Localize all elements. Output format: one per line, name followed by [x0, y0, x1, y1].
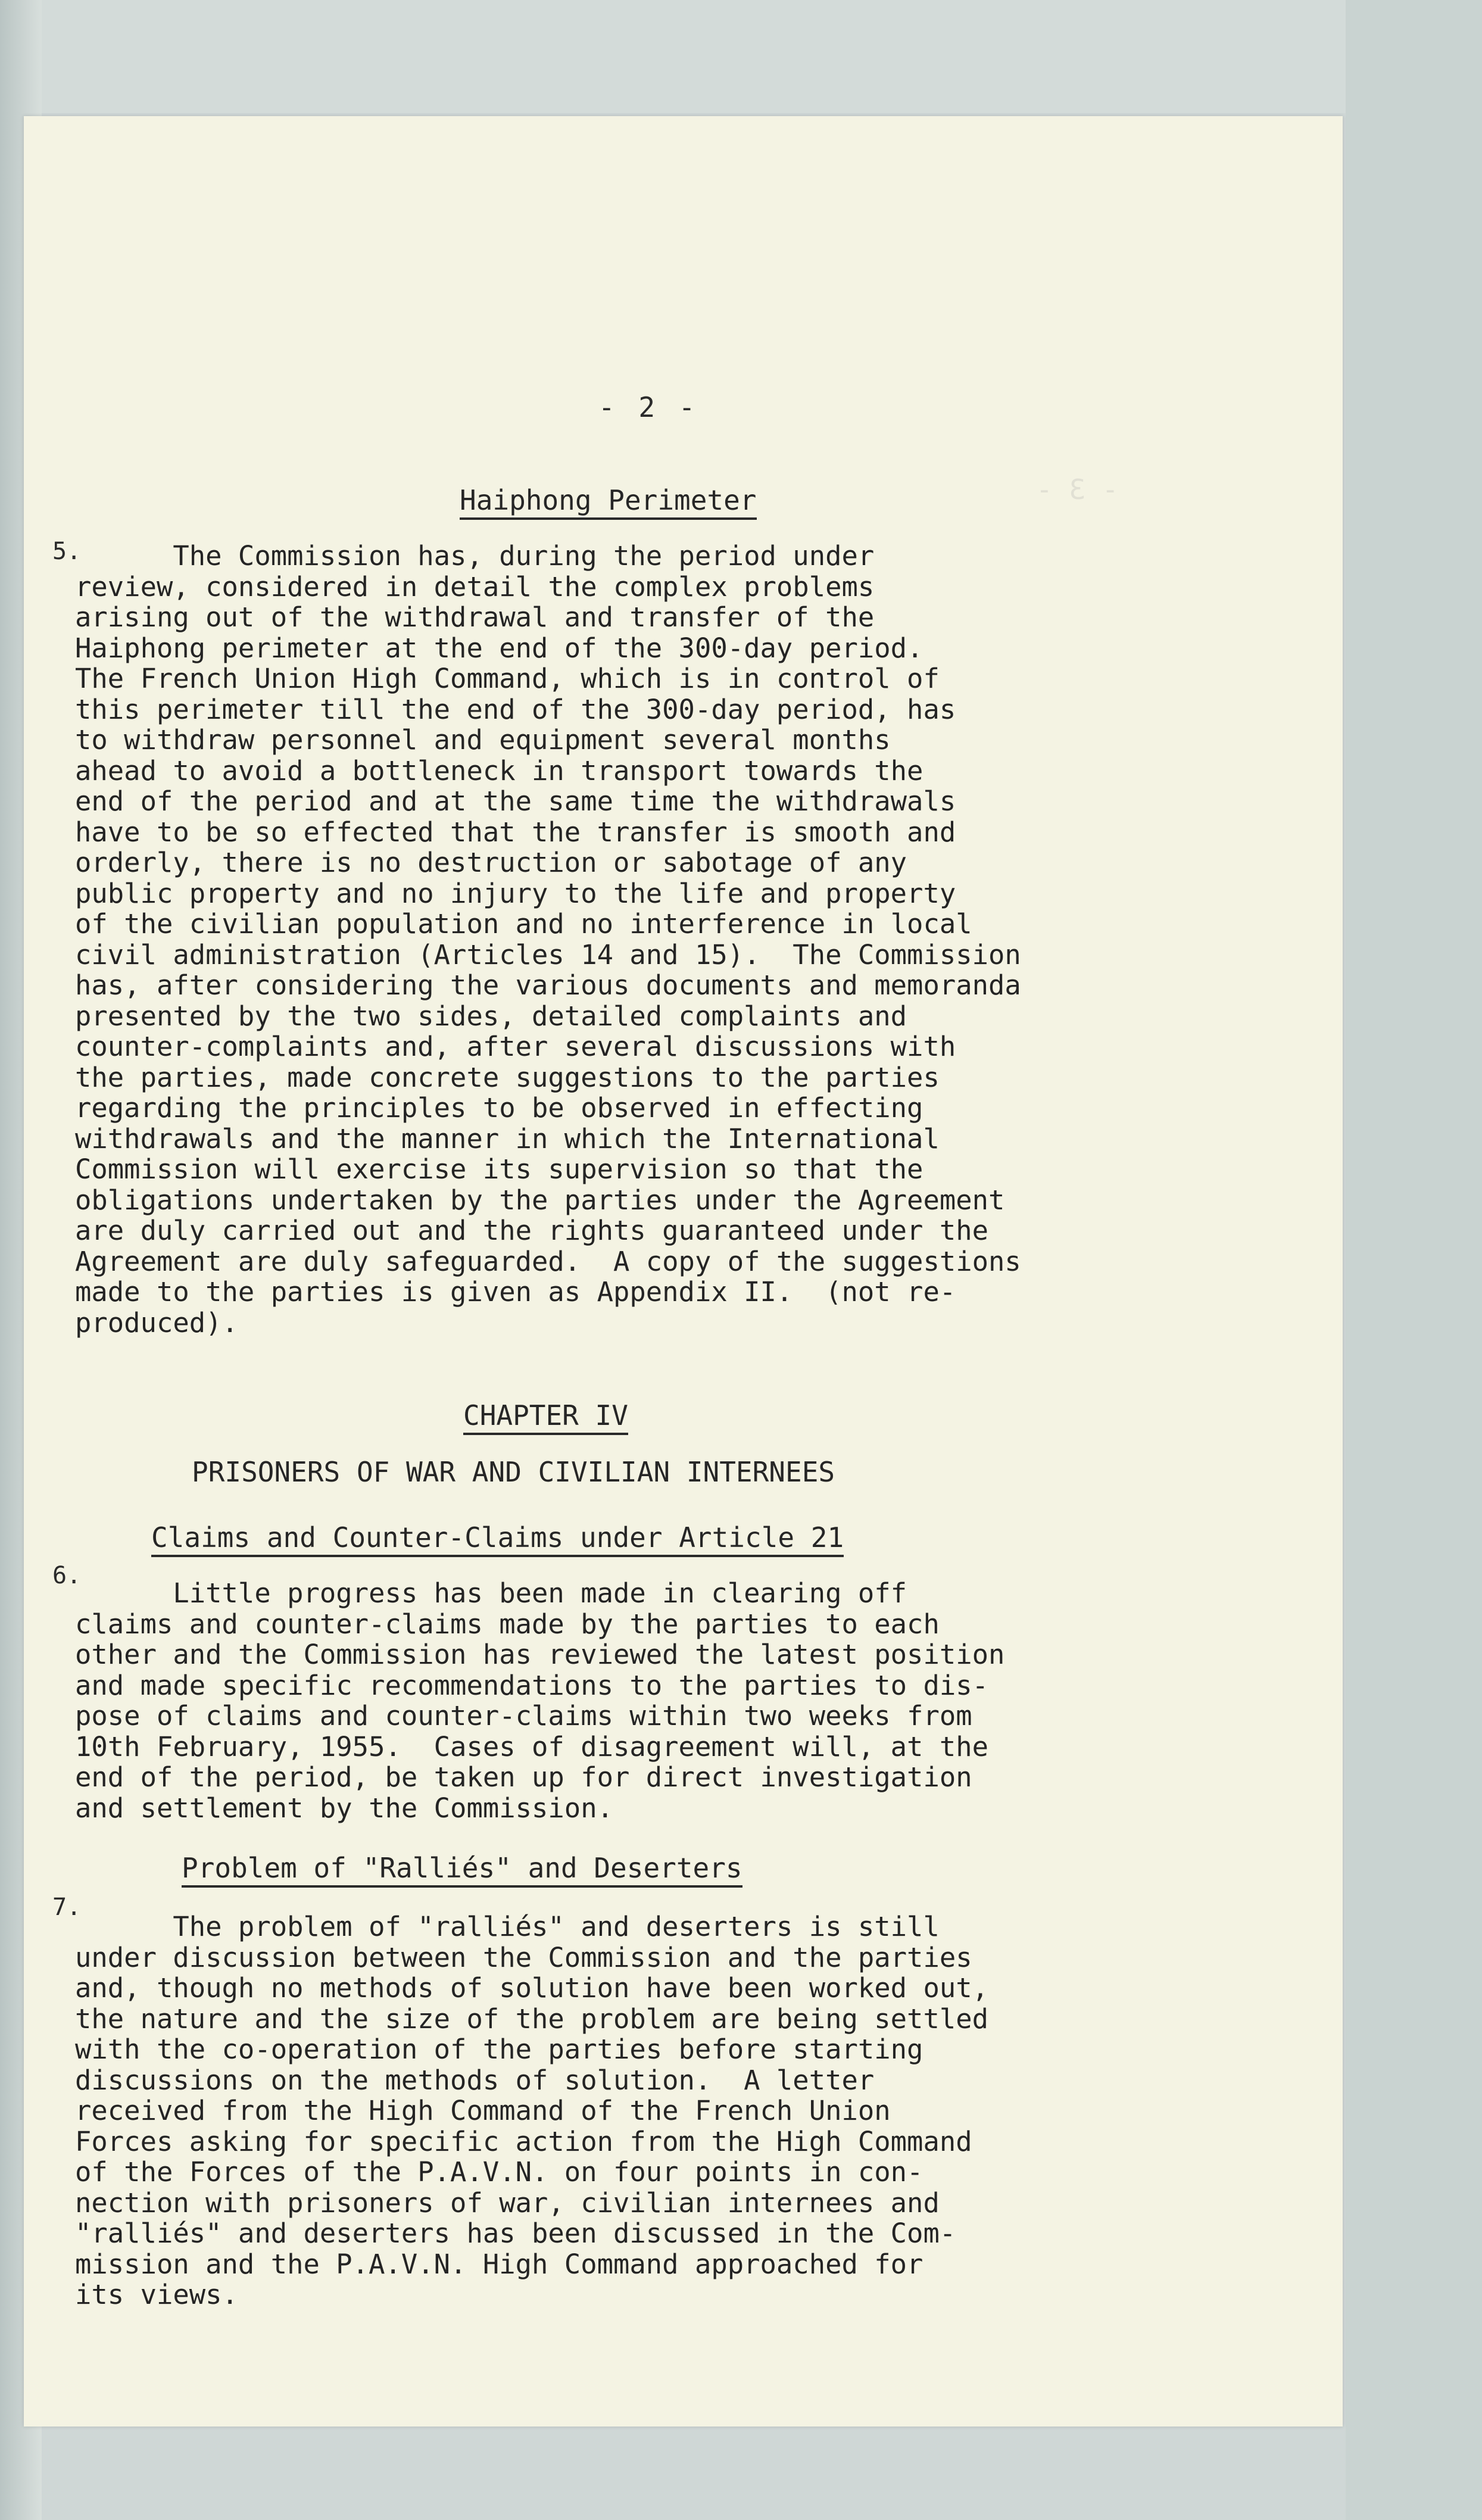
paragraph-line: of the Forces of the P.A.V.N. on four points in con- — [75, 2156, 923, 2188]
paragraph-7 — [75, 1911, 1147, 2310]
paragraph-5 — [75, 541, 1147, 1338]
paragraph-line: made to the parties is given as Appendix II. (not re- — [75, 1276, 956, 1308]
paragraph-line: end of the period, be taken up for direct investigation — [75, 1761, 972, 1793]
paragraph-number-7: 7. — [52, 1894, 82, 1921]
paragraph-line: "ralliés" and deserters has been discussed in the Com- — [75, 2218, 956, 2249]
document-page — [24, 116, 1343, 2427]
paragraph-line: pose of claims and counter-claims within two weeks from — [75, 1700, 972, 1732]
paragraph-line: public property and no injury to the life and property — [75, 877, 956, 909]
paragraph-line: Haiphong perimeter at the end of the 300-day period. — [75, 632, 923, 664]
paragraph-line: nection with prisoners of war, civilian internees and — [75, 2187, 940, 2219]
paragraph-line: Forces asking for specific action from the High Command — [75, 2125, 972, 2157]
bleed-through: - 3 - — [1036, 473, 1119, 506]
scan-background-top — [0, 0, 1482, 113]
paragraph-line: received from the High Command of the French Union — [75, 2095, 891, 2126]
paragraph-line: and settlement by the Commission. — [75, 1792, 613, 1824]
paragraph-line: counter-complaints and, after several discussions with — [75, 1031, 956, 1062]
paragraph-line: regarding the principles to be observed in effecting — [75, 1092, 923, 1124]
paragraph-line: Agreement are duly safeguarded. A copy of the suggestions — [75, 1245, 1021, 1277]
paragraph-line: The French Union High Command, which is in control of — [75, 663, 940, 694]
paragraph-line: claims and counter-claims made by the parties to each — [75, 1608, 940, 1640]
paragraph-line: orderly, there is no destruction or sabotage of any — [75, 847, 907, 878]
section-heading-haiphong: Haiphong Perimeter — [460, 484, 757, 520]
scan-background-right — [1346, 0, 1482, 2520]
paragraph-line: have to be so effected that the transfer is smooth and — [75, 816, 956, 848]
paragraph-line: presented by the two sides, detailed complaints and — [75, 1000, 907, 1032]
paragraph-number-5: 5. — [52, 538, 82, 565]
paragraph-line: of the civilian population and no interference in local — [75, 908, 972, 940]
paragraph-line: civil administration (Articles 14 and 15). The Commission — [75, 938, 1021, 971]
paragraph-line: obligations undertaken by the parties under the Agreement — [75, 1184, 1005, 1216]
paragraph-line: the parties, made concrete suggestions to the parties — [75, 1061, 940, 1093]
section-heading-rallies: Problem of "Ralliés" and Deserters — [182, 1852, 742, 1888]
paragraph-line: and, though no methods of solution have been worked out, — [75, 1972, 989, 2004]
paragraph-line: under discussion between the Commission and the parties — [75, 1941, 972, 1973]
paragraph-number-6: 6. — [52, 1562, 82, 1589]
paragraph-line: Little progress has been made in clearing off — [75, 1577, 907, 1609]
paragraph-line: this perimeter till the end of the 300-day period, has — [75, 693, 956, 725]
paragraph-line: mission and the P.A.V.N. High Command approached for — [75, 2248, 923, 2280]
page-number: - 2 - — [598, 391, 699, 423]
paragraph-line: 10th February, 1955. Cases of disagreement will, at the — [75, 1730, 989, 1763]
paragraph-line: withdrawals and the manner in which the International — [75, 1122, 940, 1155]
chapter-title: CHAPTER IV — [463, 1399, 628, 1435]
paragraph-6 — [75, 1578, 1147, 1823]
paragraph-line: discussions on the methods of solution. A letter — [75, 2064, 875, 2096]
paragraph-line: to withdraw personnel and equipment several months — [75, 724, 891, 756]
paragraph-line: The Commission has, during the period under — [75, 540, 875, 572]
section-heading-claims: Claims and Counter-Claims under Article 21 — [151, 1521, 844, 1557]
paragraph-line: end of the period and at the same time the withdrawals — [75, 785, 956, 817]
paragraph-line: the nature and the size of the problem are being settled — [75, 2003, 989, 2035]
paragraph-line: are duly carried out and the rights guaranteed under the — [75, 1215, 989, 1246]
paragraph-line: ahead to avoid a bottleneck in transport towards the — [75, 754, 923, 787]
paragraph-line: produced). — [75, 1306, 238, 1339]
paragraph-line: has, after considering the various documents and memoranda — [75, 969, 1021, 1001]
paragraph-line: other and the Commission has reviewed the latest position — [75, 1639, 1005, 1670]
paragraph-line: review, considered in detail the complex problems — [75, 570, 875, 603]
paragraph-line: arising out of the withdrawal and transfer of the — [75, 601, 875, 633]
paragraph-line: and made specific recommendations to the parties to dis- — [75, 1669, 989, 1701]
paragraph-line: The problem of "ralliés" and deserters is still — [75, 1911, 940, 1942]
paragraph-line: with the co-operation of the parties before starting — [75, 2034, 923, 2065]
chapter-subtitle: PRISONERS OF WAR AND CIVILIAN INTERNEES — [192, 1456, 835, 1488]
paragraph-line: its views. — [75, 2279, 238, 2310]
paragraph-line: Commission will exercise its supervision so that the — [75, 1153, 923, 1185]
